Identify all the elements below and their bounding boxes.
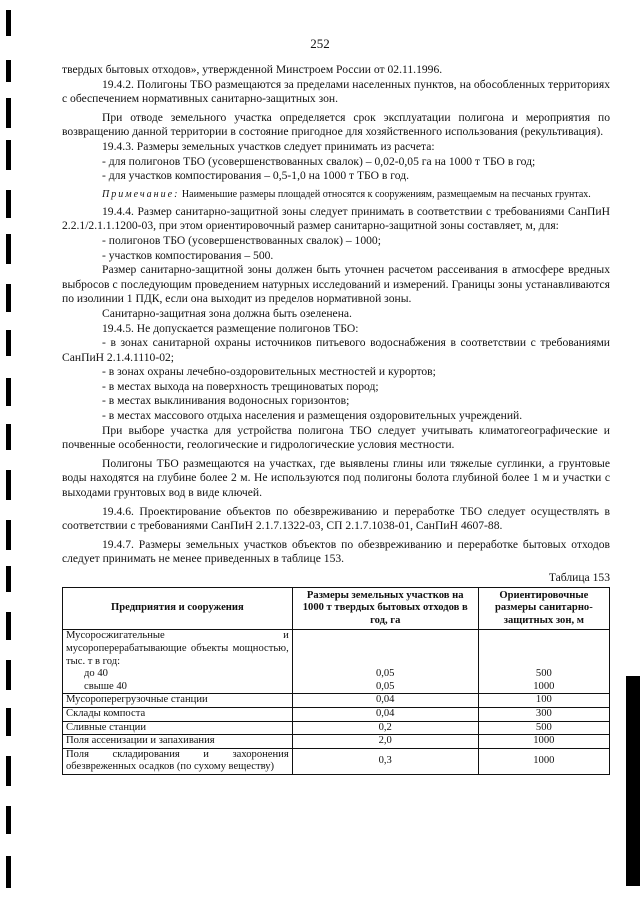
column-header: Размеры земельных участков на 1000 т твердых бытовых отходов в год, га <box>292 587 478 630</box>
column-header: Предприятия и сооружения <box>63 587 293 630</box>
zone-value: 1000 <box>533 680 555 692</box>
scan-edge-mark <box>626 676 640 886</box>
table-row <box>63 721 610 735</box>
scan-edge-mark <box>6 284 11 312</box>
list-item: - в зонах охраны лечебно-оздоровительных местностей и курортов; <box>102 365 436 379</box>
scan-edge-mark <box>6 756 11 786</box>
scan-edge-mark <box>6 566 11 592</box>
table-cell: 500 <box>478 721 609 735</box>
area-value: 0,05 <box>375 668 395 680</box>
paragraph: 19.4.5. Не допускается размещение полигонов ТБО: <box>102 321 359 335</box>
scan-edge-mark <box>6 330 11 356</box>
table-cell <box>63 630 293 694</box>
zone-value: 500 <box>535 668 552 680</box>
scan-edge-mark <box>6 520 11 550</box>
table-row <box>63 735 610 749</box>
note-text: Наименьшие размеры площадей относятся к сооружениям, размещаемым на песчаных грунтах. <box>181 188 591 200</box>
paragraph: Размер санитарно-защитной зоны должен быть уточнен расчетом рассеивания в атмосфере вредных выбросов с последующим проведением натурных исследований и измерений. Границы зоны устанавливаются по изолинии 1 ПДК, если она выходит из пределов нормативной зоны. <box>62 263 610 306</box>
table-cell: 0,04 <box>292 707 478 721</box>
table-cell: 1000 <box>478 735 609 749</box>
table-row-group <box>63 630 610 694</box>
table-cell: 2,0 <box>292 735 478 749</box>
document-body <box>62 63 610 775</box>
paragraph: 19.4.2. Полигоны ТБО размещаются за пределами населенных пунктов, на обособленных территориях с обеспечением нормативных санитарно-защитных зон. <box>62 77 610 106</box>
column-header: Ориентировочные размеры санитарно-защитных зон, м <box>478 587 609 630</box>
table-cell: 300 <box>478 707 609 721</box>
table-cell: 0,2 <box>292 721 478 735</box>
paragraph: 19.4.7. Размеры земельных участков объектов по обезвреживанию и переработке бытовых отходов следует принимать не менее приведенных в таблице 153. <box>62 537 610 566</box>
scan-edge-mark <box>6 424 11 450</box>
note <box>62 188 610 201</box>
table-cell: Сливные станции <box>63 721 293 735</box>
list-item: - в местах массового отдыха населения и размещения оздоровительных учреждений. <box>102 409 523 423</box>
list-item: - участков компостирования – 500. <box>102 248 274 262</box>
page-number: 252 <box>310 36 330 51</box>
scan-edge-mark <box>6 806 11 834</box>
paragraph: 19.4.3. Размеры земельных участков следует принимать из расчета: <box>102 139 435 153</box>
table-cell: 0,3 <box>292 748 478 774</box>
table-cell <box>292 630 478 694</box>
table-cell: 0,04 <box>292 694 478 708</box>
table-header-row <box>63 587 610 630</box>
scan-edge-mark <box>6 612 11 640</box>
scan-edge-mark <box>6 660 11 690</box>
table-cell: Склады компоста <box>63 707 293 721</box>
scan-edge-mark <box>6 140 11 170</box>
scan-edge-mark <box>6 190 11 218</box>
paragraph: Полигоны ТБО размещаются на участках, где выявлены глины или тяжелые суглинки, а грунтовые воды находятся на глубине более 2 м. Не используются под полигоны болота глубиной более 1 м и участки с выходами грунтовых вод в виде ключей. <box>62 456 610 500</box>
scan-edge-mark <box>6 10 11 36</box>
list-item: - для участков компостирования – 0,5-1,0 на 1000 т ТБО в год. <box>102 169 410 183</box>
list-item: - для полигонов ТБО (усовершенствованных свалок) – 0,02-0,05 га на 1000 т ТБО в год; <box>102 154 536 168</box>
group-label: Мусоросжигательные и мусороперерабатывающие объекты мощностью, тыс. т в год: <box>66 630 289 667</box>
table-caption: Таблица 153 <box>548 571 610 584</box>
row-name: до 40 <box>84 668 108 680</box>
list-item: - в местах выклинивания водоносных горизонтов; <box>102 394 350 408</box>
scan-edge-mark <box>6 98 11 128</box>
paragraph: 19.4.6. Проектирование объектов по обезвреживанию и переработке ТБО следует осуществлять в соответствии с требованиями СанПиН 2.1.7.1322-03, СП 2.1.7.1038-01, СанПиН 4607-88. <box>62 504 610 533</box>
list-item: - в зонах санитарной охраны источников питьевого водоснабжения в соответствии с требованиями СанПиН 2.1.4.1110-02; <box>62 336 610 364</box>
table-cell: Поля ассенизации и запахивания <box>63 735 293 749</box>
table-row <box>63 707 610 721</box>
scan-edge-mark <box>6 378 11 406</box>
row-name: свыше 40 <box>84 680 127 692</box>
list-item: - полигонов ТБО (усовершенствованных свалок) – 1000; <box>102 233 381 247</box>
paragraph: Санитарно-защитная зона должна быть озеленена. <box>102 306 352 320</box>
paragraph: При выборе участка для устройства полигона ТБО следует учитывать климатогеографические и почвенные особенности, геологические и гидрологические условия местности. <box>62 423 610 452</box>
paragraph: При отводе земельного участка определяется срок эксплуатации полигона и мероприятия по возвращению данной территории в состояние пригодное для хозяйственного использования (рекультивация). <box>62 110 610 139</box>
table-cell <box>478 630 609 694</box>
list-item: - в местах выхода на поверхность трещиноватых пород; <box>102 379 379 393</box>
scan-edge-mark <box>6 856 11 888</box>
table-cell: 1000 <box>478 748 609 774</box>
table-cell: Мусороперегрузочные станции <box>63 694 293 708</box>
paragraph: 19.4.4. Размер санитарно-защитной зоны следует принимать в соответствии с требованиями СанПиН 2.2.1/2.1.1.1200-03, при этом ориентировочный размер санитарно-защитной зоны составляет, м, для: <box>62 204 610 233</box>
table-row <box>63 694 610 708</box>
scan-edge-mark <box>6 60 11 82</box>
paragraph: твердых бытовых отходов», утвержденной Минстроем России от 02.11.1996. <box>62 63 443 76</box>
area-value: 0,05 <box>375 680 395 692</box>
data-table <box>62 587 610 775</box>
table-cell: 100 <box>478 694 609 708</box>
scan-edge-mark <box>6 470 11 500</box>
scan-edge-mark <box>6 234 11 264</box>
scan-edge-mark <box>6 708 11 736</box>
note-label: Примечание: <box>102 188 180 200</box>
table-cell: Поля складирования и захоронения обезвреженных осадков (по сухому веществу) <box>63 748 293 774</box>
table-row <box>63 748 610 774</box>
